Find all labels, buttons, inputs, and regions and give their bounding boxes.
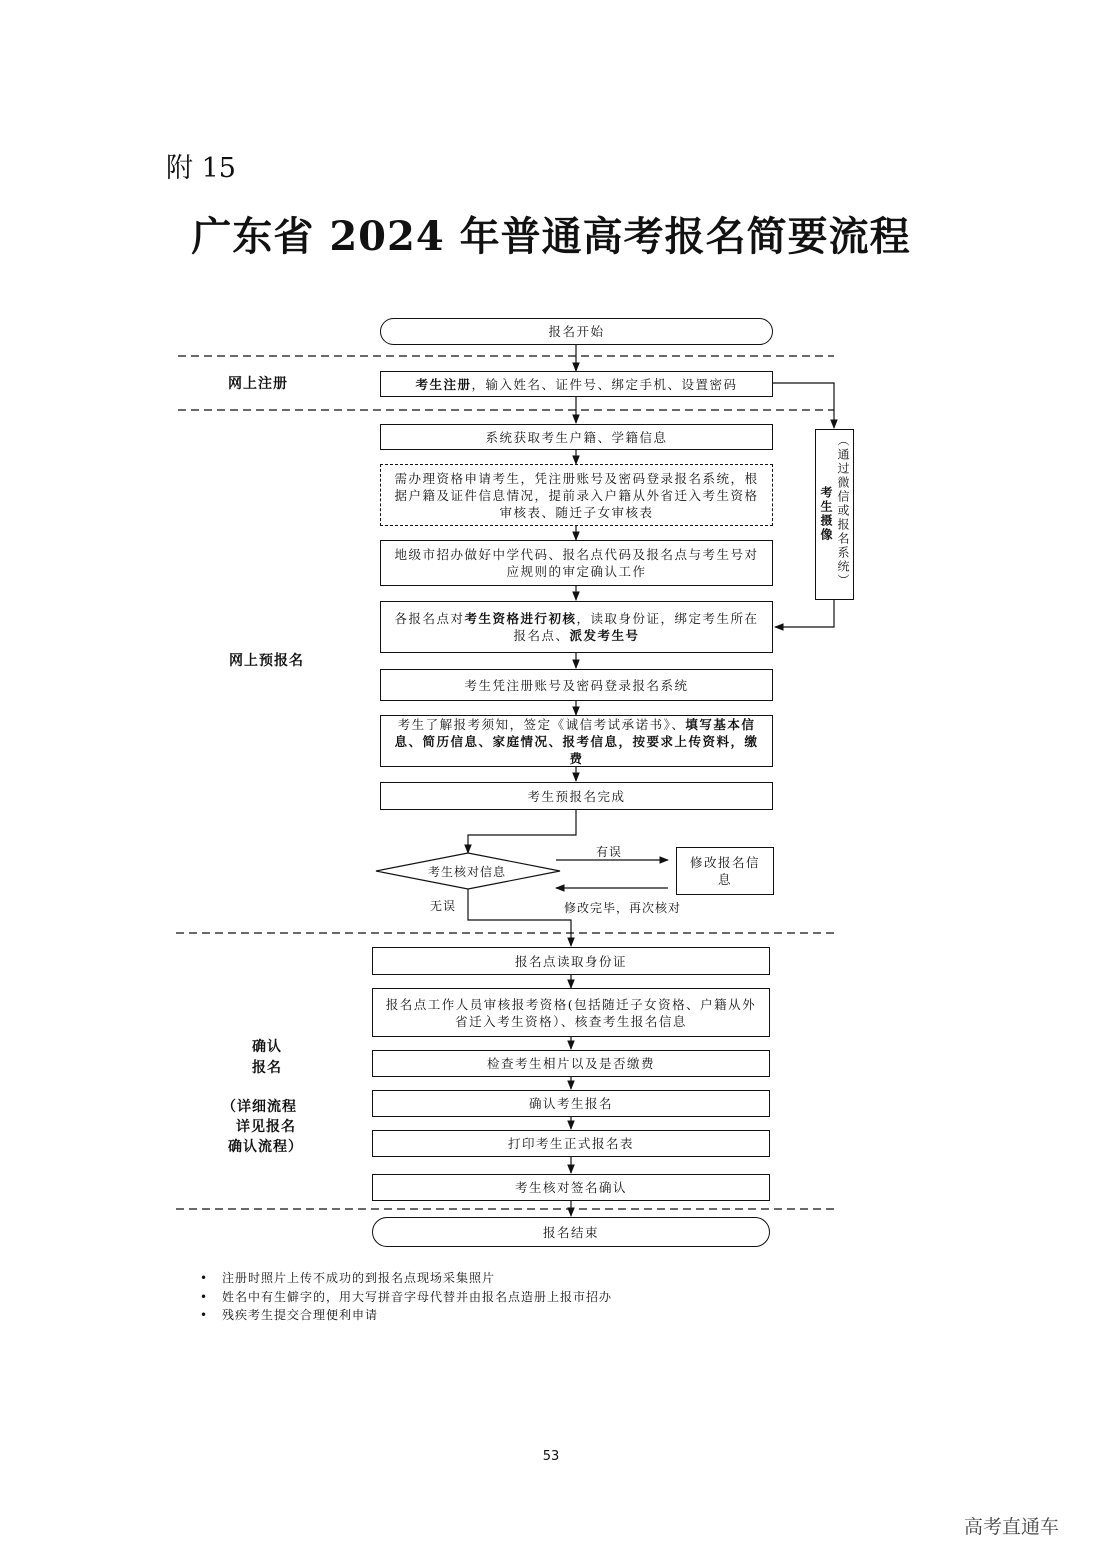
point-text-d: 派发考生号 — [569, 628, 640, 643]
note-item: • 姓名中有生僻字的，用大写拼音字母代替并由报名点造册上报市招办 — [200, 1288, 612, 1307]
section-confirm-note1: （详细流程 — [222, 1099, 297, 1115]
arrow-side-point — [775, 600, 834, 627]
step-start: 报名开始 — [380, 318, 773, 345]
step-staff-review: 报名点工作人员审核报考资格(包括随迁子女资格、户籍从外省迁入考生资格）、核查考生报名信息 — [372, 988, 770, 1037]
learn-text-a: 考生了解报考须知，签定《诚信考试承诺书》、 — [397, 716, 686, 732]
page-number: 53 — [542, 1449, 560, 1464]
step-photo-fee: 检查考生相片以及是否缴费 — [372, 1050, 770, 1077]
step-point-initial-check — [380, 601, 773, 653]
page-title: 广东省 2024 年普通高考报名简要流程 — [191, 213, 911, 260]
section-pre-registration: 网上预报名 — [229, 653, 304, 669]
note-item: • 注册时照片上传不成功的到报名点现场采集照片 — [200, 1269, 612, 1288]
notes-list — [200, 1269, 612, 1325]
section-confirm-line2: 报名 — [252, 1060, 282, 1076]
side-text-main: 通过微信或报名系统 — [836, 448, 850, 574]
label-recheck: 修改完毕，再次核对 — [564, 901, 682, 915]
step-system-info: 系统获取考生户籍、学籍信息 — [380, 424, 773, 450]
step-confirm: 确认考生报名 — [372, 1090, 770, 1117]
step-fill-info — [380, 715, 773, 767]
side-bold: 考生摄像 — [819, 486, 833, 542]
step-register — [380, 371, 773, 397]
step-register-bold: 考生注册 — [415, 376, 472, 392]
step-modify-info: 修改报名信息 — [676, 847, 774, 895]
point-text-c: ，读取身份证，绑定考生所在报名点、 — [513, 611, 759, 643]
point-text-b: 考生资格进行初核 — [464, 611, 577, 626]
side-text — [835, 434, 852, 588]
watermark-text: 高考直通车 — [964, 1516, 1060, 1538]
step-sign: 考生核对签名确认 — [372, 1174, 770, 1201]
step-register-text: ，输入姓名、证件号、绑定手机、设置密码 — [471, 376, 738, 392]
step-city-confirm: 地级市招办做好中学代码、报名点代码及报名点与考生号对应规则的审定确认工作 — [380, 540, 773, 586]
side-close: ） — [836, 574, 850, 588]
appendix-label: 附 15 — [166, 153, 236, 184]
decision-label: 考生核对信息 — [428, 865, 507, 879]
side-bold-text — [818, 486, 835, 542]
step-read-id: 报名点读取身份证 — [372, 947, 770, 975]
step-end: 报名结束 — [372, 1217, 770, 1247]
section-confirm-note3: 确认流程） — [228, 1139, 303, 1155]
label-error: 有误 — [596, 845, 623, 859]
step-pre-done: 考生预报名完成 — [380, 782, 773, 810]
point-text-a: 各报名点对 — [394, 611, 465, 626]
side-open: （ — [836, 434, 850, 448]
arrow-done-check — [468, 810, 576, 853]
step-print: 打印考生正式报名表 — [372, 1130, 770, 1157]
arrow-check-read — [468, 887, 571, 946]
learn-text-b: 填写基本信息、简历信息、家庭情况、报考信息，按要求上传资料，缴费 — [394, 716, 759, 766]
section-register: 网上注册 — [228, 376, 288, 392]
section-confirm-line1: 确认 — [252, 1039, 282, 1055]
label-no-error: 无误 — [430, 899, 457, 913]
note-item: • 残疾考生提交合理便利申请 — [200, 1306, 612, 1325]
step-qualification-apply: 需办理资格申请考生，凭注册账号及密码登录报名系统，根据户籍及证件信息情况，提前录入户籍从外省迁入考生资格审核表、随迁子女审核表 — [380, 464, 773, 526]
arrow-reg-side — [773, 383, 834, 428]
section-confirm-note2: 详见报名 — [236, 1119, 296, 1135]
step-login: 考生凭注册账号及密码登录报名系统 — [380, 669, 773, 701]
